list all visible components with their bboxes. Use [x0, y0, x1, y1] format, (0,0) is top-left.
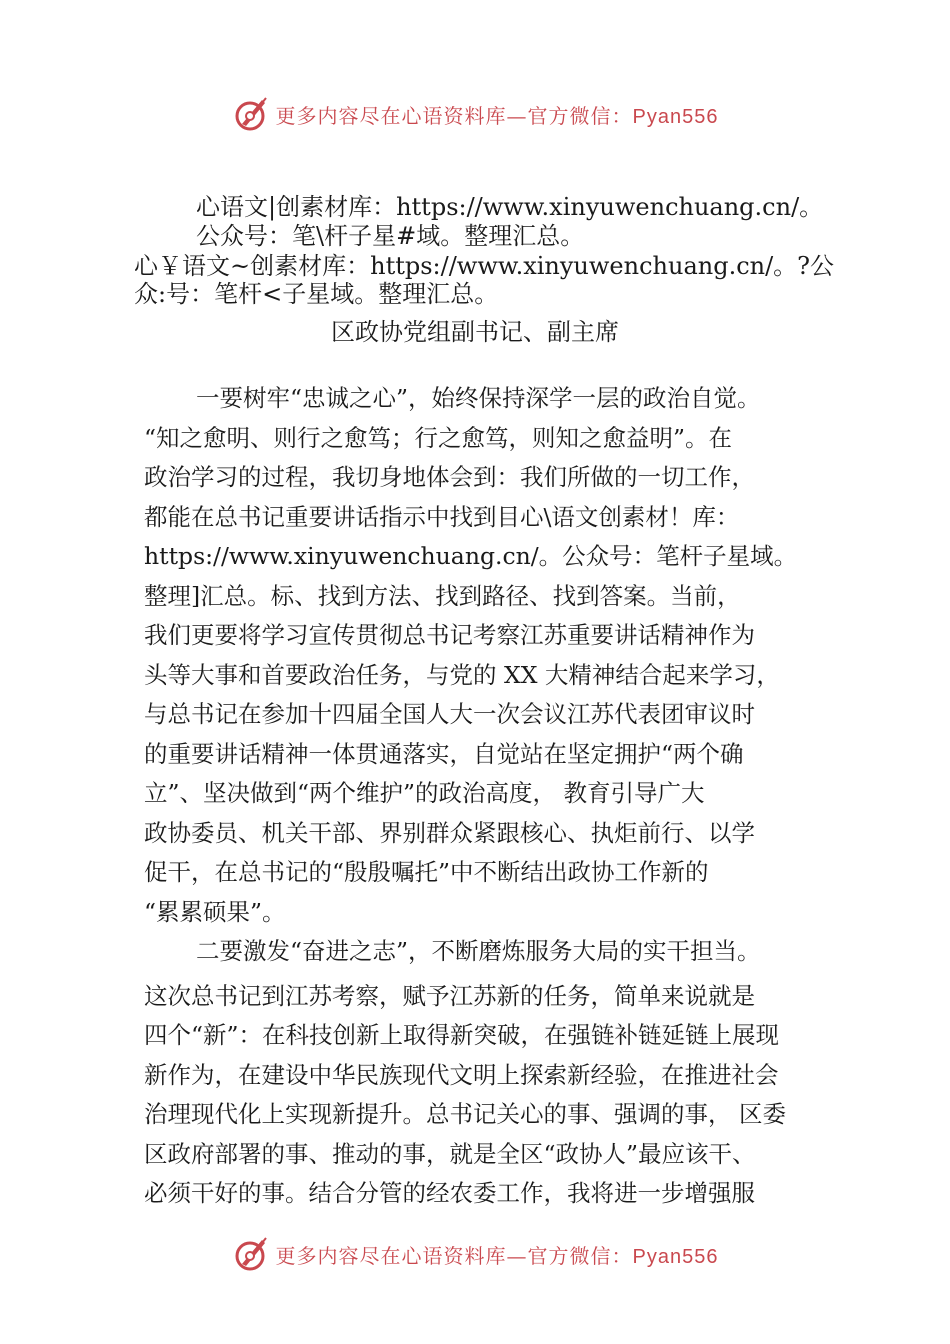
banner-text: [276, 100, 719, 129]
header-line: 心￥语文~创素材库：https://www.xinyuwenchuang.cn/。?公: [134, 252, 835, 280]
header-line: 心语文|创素材库：https://www.xinyuwenchuang.cn/。: [196, 193, 824, 221]
banner-text: [276, 1240, 719, 1269]
body-line: 新作为，在建设中华民族现代文明上探索新经验，在推进社会: [144, 1061, 779, 1089]
body-line: 政治学习的过程，我切身地体会到：我们所做的一切工作，: [144, 463, 755, 491]
body-line: 一要树牢“忠诚之心”，始终保持深学一层的政治自觉。: [196, 384, 761, 412]
body-line: 我们更要将学习宣传贯彻总书记考察江苏重要讲话精神作为: [144, 621, 755, 649]
header-line: 公众号：笔\杆子星#域。整理汇总。: [196, 222, 585, 250]
body-line: 头等大事和首要政治任务，与党的 XX 大精神结合起来学习，: [144, 661, 780, 689]
banner-handle: Pyan556: [632, 1245, 719, 1268]
banner-slogan: 更多内容尽在心语资料库—官方微信：: [275, 103, 633, 128]
quill-logo-icon: [232, 1234, 272, 1274]
body-line: 都能在总书记重要讲话指示中找到目心\语文创素材！库：: [144, 503, 740, 531]
quill-logo-icon: [232, 94, 272, 134]
body-line: 治理现代化上实现新提升。总书记关心的事、强调的事， 区委: [144, 1100, 786, 1128]
body-line: 促干，在总书记的“殷殷嘱托”中不断结出政协工作新的: [144, 858, 709, 886]
bottom-banner: [0, 1232, 950, 1276]
body-line: “累累硕果”。: [144, 898, 286, 926]
body-line: 这次总书记到江苏考察，赋予江苏新的任务，简单来说就是: [144, 982, 755, 1010]
body-line: “知之愈明、则行之愈笃；行之愈笃，则知之愈益明”。在: [144, 424, 733, 452]
top-banner: [0, 92, 950, 136]
body-line: 二要激发“奋进之志”，不断磨炼服务大局的实干担当。: [196, 937, 761, 965]
body-line: 必须干好的事。结合分管的经农委工作，我将进一步增强服: [144, 1179, 755, 1207]
body-line: 与总书记在参加十四届全国人大一次会议江苏代表团审议时: [144, 700, 755, 728]
body-line: https://www.xinyuwenchuang.cn/。公众号：笔杆子星域。: [144, 542, 798, 570]
section-title: 区政协党组副书记、副主席: [331, 318, 619, 346]
body-line: 的重要讲话精神一体贯通落实，自觉站在坚定拥护“两个确: [144, 740, 744, 768]
body-line: 四个“新”：在科技创新上取得新突破，在强链补链延链上展现: [144, 1021, 780, 1049]
body-line: 区政府部署的事、推动的事，就是全区“政协人”最应该干、: [144, 1140, 756, 1168]
body-line: 立”、坚决做到“两个维护”的政治高度， 教育引导广大: [144, 779, 705, 807]
header-line: 众:号：笔杆<子星域。整理汇总。: [134, 280, 499, 308]
body-line: 整理]汇总。标、找到方法、找到路径、找到答案。当前，: [144, 582, 741, 610]
banner-slogan: 更多内容尽在心语资料库—官方微信：: [275, 1243, 633, 1268]
banner-handle: Pyan556: [632, 105, 719, 128]
body-line: 政协委员、机关干部、界别群众紧跟核心、执炬前行、以学: [144, 819, 755, 847]
